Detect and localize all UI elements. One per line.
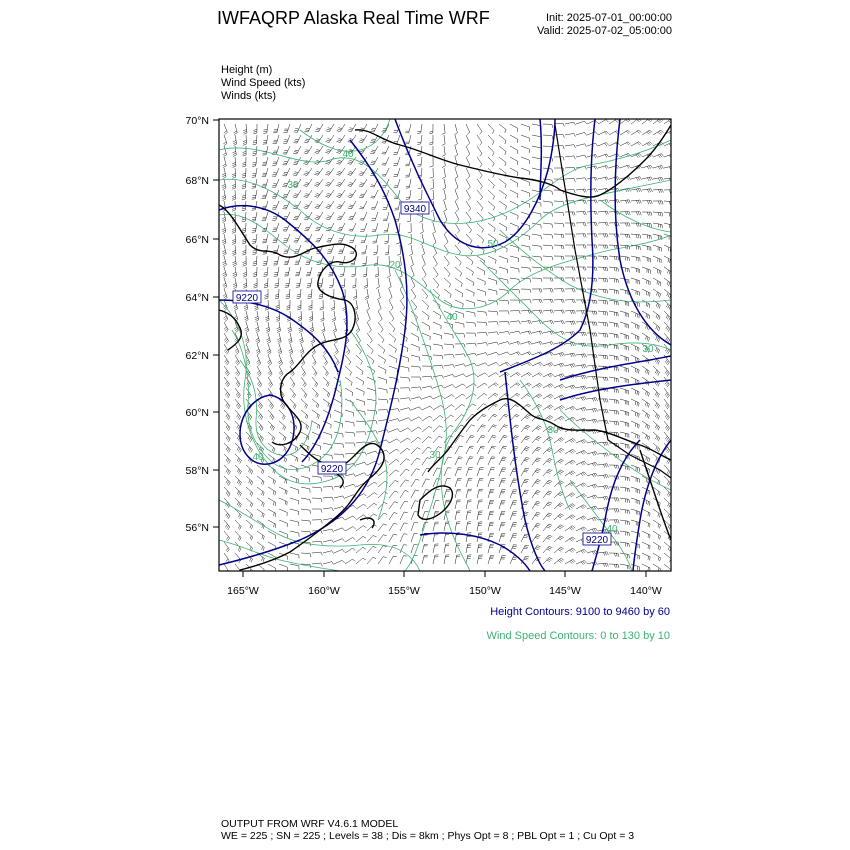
wind-speed-contour-label: 30 (429, 450, 441, 461)
lon-label: 155°W (388, 585, 420, 597)
lon-label: 165°W (227, 585, 259, 597)
lat-label: 66°N (185, 234, 209, 246)
lat-label: 64°N (185, 292, 209, 304)
wind-speed-contour (219, 500, 420, 571)
lon-label: 140°W (630, 585, 662, 597)
height-contour (219, 206, 347, 462)
footer-config-line: WE = 225 ; SN = 225 ; Levels = 38 ; Dis = 8km ; Phys Opt = 8 ; PBL Opt = 1 ; Cu Opt = 3 (221, 830, 635, 842)
height-contour (615, 119, 671, 345)
wind-speed-contour-label: 30 (642, 344, 654, 355)
lat-label: 68°N (185, 175, 209, 187)
coastline-west (219, 310, 241, 350)
height-contour (540, 119, 541, 200)
coastline-north (355, 125, 671, 197)
lat-label: 56°N (185, 522, 209, 534)
wind-speed-contour (350, 400, 387, 520)
wind-speed-contour-label: 50 (487, 239, 499, 250)
lat-label: 70°N (185, 115, 209, 127)
variable-height: Height (m) (221, 64, 273, 76)
height-contour (219, 300, 338, 372)
page-title: IWFAQRP Alaska Real Time WRF (217, 8, 490, 28)
lon-label: 145°W (549, 585, 581, 597)
coastline-seward (219, 205, 356, 445)
height-contours-note: Height Contours: 9100 to 9460 by 60 (490, 606, 670, 618)
footer-model-line: OUTPUT FROM WRF V4.6.1 MODEL (221, 818, 399, 830)
lon-label: 160°W (308, 585, 340, 597)
lon-label: 150°W (469, 585, 501, 597)
height-contour (420, 533, 530, 571)
wind-speed-contour-label: 40 (446, 312, 458, 323)
height-contour-label: 9220 (235, 293, 259, 304)
height-contour (560, 380, 671, 400)
height-contour (560, 356, 671, 380)
variable-winds: Winds (kts) (221, 90, 276, 102)
valid-time: Valid: 2025-07-02_05:00:00 (537, 25, 672, 37)
longitude-axis (243, 571, 646, 577)
coastline-kenai (428, 420, 470, 472)
wind-speed-contour (570, 480, 632, 571)
lat-label: 60°N (185, 407, 209, 419)
wind-speed-contours-note: Wind Speed Contours: 0 to 130 by 10 (486, 630, 670, 642)
lat-label: 58°N (185, 465, 209, 477)
wind-speed-contour-label: 40 (342, 149, 354, 160)
height-contour-label: 9220 (585, 535, 609, 546)
wind-speed-contour (430, 290, 474, 571)
coastlines (219, 125, 671, 570)
latitude-axis (213, 120, 219, 527)
height-contour-label: 9340 (403, 204, 427, 215)
wind-speed-contour-label: 30 (287, 180, 299, 191)
height-contour (592, 440, 640, 571)
variable-wind-speed: Wind Speed (kts) (221, 77, 306, 89)
lat-label: 62°N (185, 350, 209, 362)
wind-speed-contour-label: 20 (389, 260, 401, 271)
wind-speed-contour-label: 40 (252, 452, 264, 463)
wind-speed-contour-label: 40 (606, 524, 618, 535)
wind-speed-contour (480, 260, 671, 350)
height-contour (219, 140, 407, 565)
init-time: Init: 2025-07-01_00:00:00 (546, 12, 672, 24)
wind-speed-contour-label: 30 (547, 425, 559, 436)
height-contour-label: 9220 (320, 464, 344, 475)
